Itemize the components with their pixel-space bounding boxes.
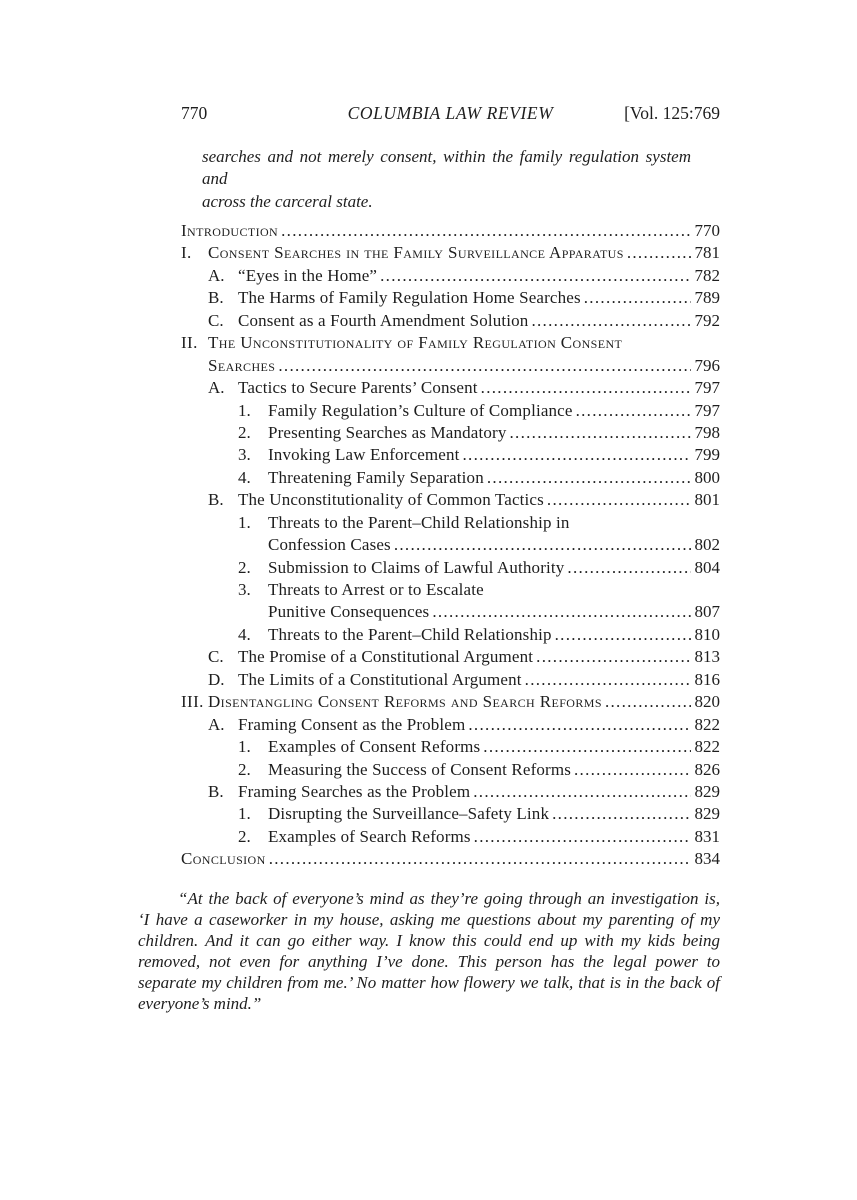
- toc-page-number: 798: [694, 422, 720, 442]
- toc-marker: 1.: [238, 737, 251, 757]
- toc-page-number: 782: [694, 265, 720, 285]
- toc-page-number: 797: [694, 400, 720, 420]
- dot-leader: [278, 221, 690, 241]
- toc-row: [181, 513, 720, 535]
- toc-page-number: 781: [694, 243, 720, 263]
- text-line: removed, not even for anything I’ve done. This person has the legal power to: [138, 951, 720, 971]
- dot-leader: [581, 288, 691, 308]
- journal-title: COLUMBIA LAW REVIEW: [347, 103, 554, 123]
- dot-leader: [602, 692, 691, 712]
- toc-entry-text: Threats to the Parent–Child Relationship: [268, 624, 552, 644]
- text-line: across the carceral state.: [202, 191, 373, 211]
- toc-row: [181, 221, 720, 243]
- text-line: children. And it can go either way. I know this could end up with my kids being: [138, 930, 720, 950]
- toc-marker: B.: [208, 288, 224, 308]
- toc-marker: 2.: [238, 422, 251, 442]
- toc-page-number: 816: [694, 669, 720, 689]
- toc-row: [181, 602, 720, 624]
- toc-row: [181, 558, 720, 580]
- toc-marker: 4.: [238, 467, 251, 487]
- dot-leader: [549, 804, 690, 824]
- toc-entry-text: “Eyes in the Home”: [238, 265, 378, 285]
- toc-row: [181, 378, 720, 400]
- toc-marker: 2.: [238, 759, 251, 779]
- dot-leader: [478, 378, 691, 398]
- volume-info: [Vol. 125:769: [624, 103, 720, 123]
- toc-page-number: 834: [694, 849, 720, 869]
- dot-leader: [564, 558, 690, 578]
- abstract-text: [202, 146, 691, 213]
- toc-entry-text: Examples of Consent Reforms: [268, 737, 481, 757]
- toc-row: [181, 715, 720, 737]
- toc-entry-text: Consent Searches in the Family Surveillance Apparatus: [208, 243, 624, 263]
- toc-row: [181, 580, 720, 602]
- toc-marker: A.: [208, 714, 225, 734]
- toc-page-number: 822: [694, 737, 720, 757]
- toc-row: [181, 737, 720, 759]
- toc-page-number: 831: [694, 826, 720, 846]
- toc-marker: 3.: [238, 580, 251, 599]
- text-line: “At the back of everyone’s mind as they’re going through an investigation is,: [178, 889, 720, 908]
- toc-row: [181, 243, 720, 265]
- dot-leader: [429, 602, 690, 622]
- toc-marker: A.: [208, 378, 225, 398]
- toc-entry-text: Family Regulation’s Culture of Compliance: [268, 400, 573, 420]
- dot-leader: [377, 266, 690, 286]
- toc-row: [181, 356, 720, 378]
- toc-page-number: 829: [694, 781, 720, 801]
- dot-leader: [459, 445, 690, 465]
- toc-row: [181, 692, 720, 714]
- toc-page-number: 820: [694, 692, 720, 712]
- text-line: ‘I have a caseworker in my house, asking me questions about my parenting of my: [138, 909, 720, 929]
- toc-page-number: 797: [694, 378, 720, 398]
- dot-leader: [471, 827, 691, 847]
- toc-row: [181, 490, 720, 512]
- toc-entry-text: Framing Searches as the Problem: [238, 781, 471, 801]
- toc-entry-text: Threats to the Parent–Child Relationship in: [268, 512, 570, 532]
- toc-marker: B.: [208, 490, 224, 510]
- toc-row: [181, 827, 720, 849]
- toc-entry-text: Measuring the Success of Consent Reforms: [268, 759, 571, 779]
- toc-entry-text: Disentangling Consent Reforms and Search Reforms: [208, 692, 602, 712]
- dot-leader: [528, 311, 690, 331]
- dot-leader: [275, 356, 690, 376]
- dot-leader: [522, 670, 691, 690]
- table-of-contents: [181, 221, 720, 872]
- toc-entry-text: The Unconstitutionality of Common Tactics: [238, 490, 544, 510]
- dot-leader: [506, 423, 690, 443]
- dot-leader: [573, 401, 691, 421]
- toc-marker: I.: [181, 243, 192, 263]
- toc-entry-text: The Limits of a Constitutional Argument: [238, 669, 522, 689]
- dot-leader: [533, 647, 690, 667]
- toc-entry-text: Presenting Searches as Mandatory: [268, 422, 507, 442]
- toc-entry-text: Searches: [208, 355, 276, 375]
- running-header: [181, 102, 720, 124]
- toc-page-number: 826: [694, 759, 720, 779]
- toc-marker: 3.: [238, 445, 251, 465]
- epigraph-quote: [138, 889, 720, 1014]
- toc-page-number: 813: [694, 647, 720, 667]
- dot-leader: [571, 760, 691, 780]
- toc-page-number: 802: [694, 535, 720, 555]
- toc-marker: 1.: [238, 400, 251, 420]
- toc-row: [181, 445, 720, 467]
- toc-entry-text: Framing Consent as the Problem: [238, 714, 466, 734]
- toc-marker: 2.: [238, 826, 251, 846]
- toc-entry-text: Punitive Consequences: [268, 602, 430, 622]
- dot-leader: [465, 715, 690, 735]
- toc-marker: C.: [208, 310, 224, 330]
- toc-page-number: 807: [694, 602, 720, 622]
- toc-row: [181, 266, 720, 288]
- toc-row: [181, 288, 720, 310]
- toc-marker: 1.: [238, 512, 251, 532]
- dot-leader: [266, 849, 691, 869]
- toc-entry-text: Disrupting the Surveillance–Safety Link: [268, 804, 550, 824]
- toc-page-number: 792: [694, 310, 720, 330]
- dot-leader: [480, 737, 690, 757]
- text-line: everyone’s mind.”: [138, 993, 262, 1013]
- toc-row: [181, 760, 720, 782]
- toc-marker: III.: [181, 692, 204, 712]
- text-line: searches and not merely consent, within the family regulation system and: [202, 147, 691, 189]
- toc-row: [181, 647, 720, 669]
- toc-marker: 4.: [238, 624, 251, 644]
- toc-row: [181, 849, 720, 871]
- toc-marker: 1.: [238, 804, 251, 824]
- toc-row: [181, 782, 720, 804]
- toc-entry-text: The Unconstitutionality of Family Regulation Consent: [208, 333, 623, 353]
- toc-marker: C.: [208, 647, 224, 667]
- toc-marker: B.: [208, 781, 224, 801]
- toc-marker: A.: [208, 265, 225, 285]
- dot-leader: [484, 468, 691, 488]
- toc-page-number: 800: [694, 467, 720, 487]
- toc-entry-text: Submission to Claims of Lawful Authority: [268, 557, 565, 577]
- toc-entry-text: Tactics to Secure Parents’ Consent: [238, 378, 478, 398]
- toc-entry-text: Threats to Arrest or to Escalate: [268, 580, 484, 599]
- toc-page-number: 770: [694, 221, 720, 240]
- dot-leader: [391, 535, 691, 555]
- toc-row: [181, 625, 720, 647]
- toc-page-number: 796: [694, 355, 720, 375]
- dot-leader: [624, 243, 691, 263]
- dot-leader: [470, 782, 690, 802]
- toc-entry-text: Examples of Search Reforms: [268, 826, 471, 846]
- page-number: 770: [181, 103, 208, 123]
- toc-entry-text: Conclusion: [181, 849, 266, 869]
- toc-entry-text: Confession Cases: [268, 535, 391, 555]
- text-line: separate my children from me.’ No matter how flowery we talk, that is in the back of: [138, 972, 720, 992]
- toc-page-number: 804: [694, 557, 720, 577]
- toc-row: [181, 468, 720, 490]
- toc-row: [181, 401, 720, 423]
- toc-row: [181, 535, 720, 557]
- toc-row: [181, 423, 720, 445]
- toc-marker: II.: [181, 333, 198, 353]
- dot-leader: [544, 490, 691, 510]
- toc-page-number: 801: [694, 490, 720, 510]
- toc-row: [181, 670, 720, 692]
- toc-entry-text: The Harms of Family Regulation Home Searches: [238, 288, 581, 308]
- toc-row: [181, 804, 720, 826]
- toc-row: [181, 333, 720, 355]
- toc-entry-text: Consent as a Fourth Amendment Solution: [238, 310, 529, 330]
- toc-entry-text: The Promise of a Constitutional Argument: [238, 647, 534, 667]
- toc-entry-text: Threatening Family Separation: [268, 467, 484, 487]
- toc-page-number: 810: [694, 624, 720, 644]
- toc-entry-text: Invoking Law Enforcement: [268, 445, 460, 465]
- toc-page-number: 799: [694, 445, 720, 465]
- toc-entry-text: Introduction: [181, 221, 279, 240]
- toc-page-number: 829: [694, 804, 720, 824]
- toc-page-number: 822: [694, 714, 720, 734]
- dot-leader: [552, 625, 691, 645]
- toc-row: [181, 311, 720, 333]
- toc-marker: D.: [208, 669, 225, 689]
- toc-page-number: 789: [694, 288, 720, 308]
- toc-marker: 2.: [238, 557, 251, 577]
